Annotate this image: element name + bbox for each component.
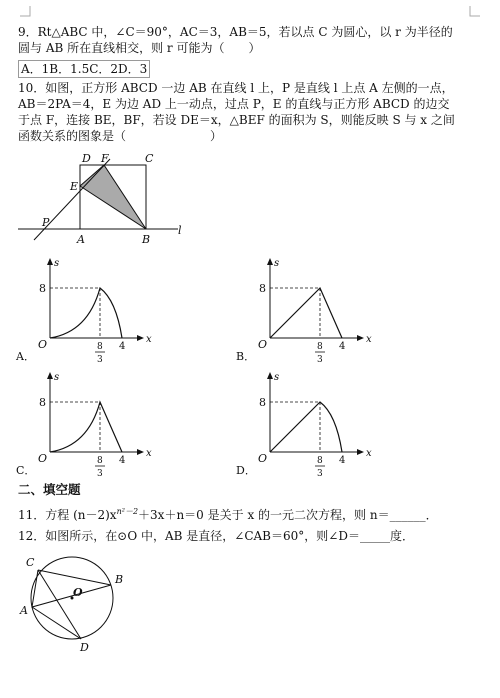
q10-graph-d (234, 366, 394, 481)
graph-label-s: s (274, 372, 280, 383)
graph-label-origin: O (38, 452, 48, 465)
q12-text: 12．如图所示，在⊙O 中，AB 是直径，∠CAB＝60°，则∠D＝_____度． (18, 529, 414, 543)
graph-label-x: x (146, 448, 152, 459)
graph-label-s: s (274, 258, 280, 269)
graph-label-frac-num: 8 (317, 456, 323, 466)
q10-label-A: A (77, 233, 85, 246)
q10-label-E: E (70, 180, 79, 193)
q10-label-D: D (82, 152, 91, 165)
graph-label-peak: 8 (39, 396, 46, 409)
graph-label-end: 4 (119, 455, 126, 466)
q11-text (18, 504, 438, 523)
graph-option-label: D． (236, 464, 256, 477)
graph-label-end: 4 (339, 455, 346, 466)
q12-label-C: C (26, 556, 35, 569)
graph-label-peak: 8 (259, 396, 266, 409)
q11-exponent: n²－2 (116, 507, 139, 516)
graph-y-arrow (267, 372, 273, 379)
graph-label-origin: O (38, 338, 48, 351)
graph-label-x: x (366, 448, 372, 459)
q10-text-line1: 10．如图，正方形 ABCD 一边 AB 在直线 l 上，P 是直线 l 上点 A 左侧的一点， (18, 81, 454, 95)
graph-y-arrow (267, 258, 273, 265)
graph-label-peak: 8 (259, 282, 266, 295)
q10-label-B: B (142, 233, 151, 246)
q11-suffix: ＋3x＋n＝0 是关于 x 的一元二次方程，则 n＝______． (138, 508, 438, 522)
graph-label-frac-den: 3 (97, 469, 103, 479)
graph-label-frac-num: 8 (97, 456, 103, 466)
graph-label-s: s (54, 258, 60, 269)
graph-label-origin: O (258, 338, 268, 351)
graph-label-peak: 8 (39, 282, 46, 295)
graph-option-label: B． (236, 350, 256, 363)
q10-label-P: P (42, 216, 50, 229)
q11-prefix: 11．方程 (n－2)x (18, 508, 117, 522)
graph-label-frac-den: 3 (317, 469, 323, 479)
graph-curve (270, 288, 342, 338)
graph-label-end: 4 (339, 341, 346, 352)
q10-graph-a (14, 252, 174, 367)
graph-label-frac-num: 8 (317, 342, 323, 352)
q12-label-O: O (73, 586, 83, 599)
q10-graph-b (234, 252, 394, 367)
q10-square-figure (18, 150, 198, 250)
q9-options: A．1B．1.5C．2D．3 (18, 60, 150, 78)
graph-label-frac-den: 3 (97, 355, 103, 365)
graph-option-label: A． (16, 350, 35, 363)
graph-label-end: 4 (119, 341, 126, 352)
graph-x-arrow (357, 335, 364, 341)
graph-option-label: C． (16, 464, 36, 477)
graph-label-origin: O (258, 452, 268, 465)
q10-text-line3: 于点 F，连接 BE，BF，若设 DE＝x，△BEF 的面积为 S，则能反映 S 与 x 之间 (18, 113, 455, 127)
graph-curve (50, 402, 122, 452)
graph-y-arrow (47, 258, 53, 265)
graph-y-arrow (47, 372, 53, 379)
section-heading: 二、填空题 (18, 482, 81, 497)
q12-label-D: D (80, 641, 89, 654)
graph-x-arrow (137, 449, 144, 455)
graph-x-arrow (357, 449, 364, 455)
q12-circle-figure (18, 552, 128, 652)
corner-mark-left (0, 0, 500, 20)
q10-shaded-triangle (80, 165, 146, 229)
q10-text-line4: 函数关系的图象是（ ） (18, 129, 223, 143)
q9-text-line2: 圆与 AB 所在直线相交，则 r 可能为（ ） (18, 41, 261, 55)
q12-label-A: A (20, 604, 28, 617)
graph-x-arrow (137, 335, 144, 341)
graph-label-x: x (146, 334, 152, 345)
q10-label-C: C (145, 152, 154, 165)
graph-label-frac-num: 8 (97, 342, 103, 352)
q10-label-l: l (178, 224, 182, 237)
graph-curve (50, 288, 122, 338)
q10-graph-c (14, 366, 174, 481)
q10-label-F: F (101, 152, 109, 165)
q12-label-B: B (115, 573, 124, 586)
q10-text-line2: AB＝2PA＝4，E 为边 AD 上一动点，过点 P，E 的直线与正方形 ABCD 的边交 (18, 97, 450, 111)
graph-label-s: s (54, 372, 60, 383)
q9-text-line1: 9．Rt△ABC 中，∠C＝90°，AC＝3，AB＝5，若以点 C 为圆心，以 r 为半径的 (18, 25, 453, 39)
graph-label-frac-den: 3 (317, 355, 323, 365)
graph-curve (270, 402, 342, 452)
graph-label-x: x (366, 334, 372, 345)
